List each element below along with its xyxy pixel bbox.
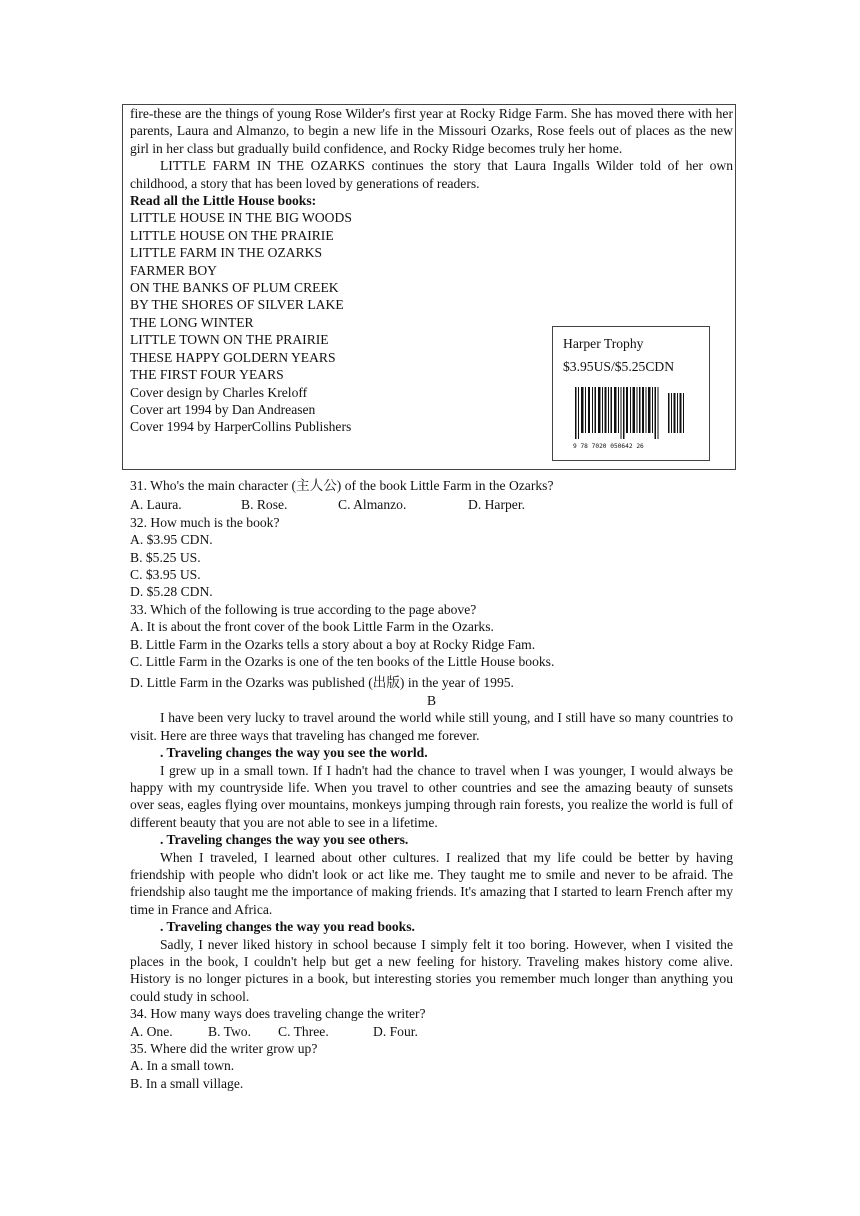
passage-b-paragraph-2: When I traveled, I learned about other cultures. I realized that my life could be better by having friendship with people who didn't look or act like me. They taught me to smile and never to be afraid. The friendship also taught me the importance of making friends. It's amazing that I started to learn French after my time in France and Africa. — [130, 849, 733, 917]
book-title: THE LONG WINTER — [130, 314, 254, 330]
option: C. Almanzo. — [338, 497, 407, 513]
read-all-heading: Read all the Little House books: — [130, 193, 317, 209]
credit-line: Cover design by Charles Kreloff — [130, 384, 308, 400]
passage-b-intro: I have been very lucky to travel around the world while still young, and I still have so many countries to visit. Here are three ways that traveling has changed me forever. — [130, 710, 733, 743]
option: A. In a small town. — [130, 1058, 235, 1074]
question-31: 31. Who's the main character (主人公) of the book Little Farm in the Ozarks? — [130, 478, 554, 493]
question-33: 33. Which of the following is true according to the page above? — [130, 601, 477, 617]
passage-b-paragraph-3: Sadly, I never liked history in school because I simply felt it too boring. However, when I visited the places in the book, I couldn't help but get a new feeling for history. Traveling makes history come alive. History is no longer pictures in a book, but interesting stories you remember much longer than anything you could study in school. — [130, 936, 733, 1004]
passage-b-heading-2: . Traveling changes the way you see others. — [160, 832, 409, 848]
question-32: 32. How much is the book? — [130, 514, 280, 530]
barcode-number: 9 78 7020 050642 26 — [573, 443, 644, 450]
question-35: 35. Where did the writer grow up? — [130, 1041, 318, 1056]
passage-b-heading-1: . Traveling changes the way you see the world. — [160, 745, 428, 761]
book-title: BY THE SHORES OF SILVER LAKE — [130, 297, 344, 313]
cover-paragraph-2: LITTLE FARM IN THE OZARKS continues the story that Laura Ingalls Wilder told of her own childhood, a story that has been loved by generations of readers. — [130, 158, 733, 191]
question-31-options — [130, 496, 733, 513]
price-box — [552, 326, 710, 461]
option: B. In a small village. — [130, 1075, 244, 1091]
option: A. One. — [130, 1023, 173, 1039]
book-title: LITTLE FARM IN THE OZARKS — [130, 245, 323, 261]
option: B. Little Farm in the Ozarks tells a story about a boy at Rocky Ridge Fam. — [130, 636, 536, 652]
option: D. Four. — [373, 1023, 418, 1039]
price-label: $3.95US/$5.25CDN — [563, 359, 675, 374]
option: A. It is about the front cover of the book Little Farm in the Ozarks. — [130, 619, 494, 635]
book-title: LITTLE HOUSE ON THE PRAIRIE — [130, 227, 334, 243]
book-title: THESE HAPPY GOLDERN YEARS — [130, 349, 336, 365]
option: D. Little Farm in the Ozarks was published (出版) in the year of 1995. — [130, 675, 514, 691]
passage-b-paragraph-1: I grew up in a small town. If I hadn't had the chance to travel when I was younger, I would always be happy with my countryside life. When you travel to other countries and see the amazing beauty of sunsets over seas, eagles flying over mountains, monkeys jumping through rain forests, you realize the world is full of different beauty that you are not able to see in a lifetime. — [130, 762, 733, 830]
credit-line: Cover 1994 by HarperCollins Publishers — [130, 419, 352, 435]
book-title: FARMER BOY — [130, 262, 217, 278]
book-title: ON THE BANKS OF PLUM CREEK — [130, 280, 339, 296]
questions-and-passage-b — [130, 477, 733, 1092]
option: A. Laura. — [130, 497, 182, 513]
question-34-options — [130, 1023, 733, 1040]
book-title: LITTLE HOUSE IN THE BIG WOODS — [130, 210, 352, 226]
publisher-label: Harper Trophy — [563, 336, 644, 351]
option: B. Rose. — [241, 497, 288, 513]
barcode-image — [571, 385, 689, 451]
book-title: LITTLE TOWN ON THE PRAIRIE — [130, 332, 329, 348]
cover-paragraph-1: fire-these are the things of young Rose Wilder's first year at Rocky Ridge Farm. She has moved there with her parents, Laura and Almanzo, to begin a new life in the Missouri Ozarks, Rose feels out of places as the new girl in her class but gradually build confidence, and Rocky Ridge becomes truly her home. — [130, 106, 733, 156]
section-b-label: B — [426, 692, 437, 708]
question-34: 34. How many ways does traveling change the writer? — [130, 1006, 426, 1022]
option: C. Three. — [278, 1023, 329, 1039]
option: B. $5.25 US. — [130, 549, 201, 565]
option: D. Harper. — [468, 497, 525, 513]
passage-b-heading-3: . Traveling changes the way you read books. — [160, 919, 415, 935]
credit-line: Cover art 1994 by Dan Andreasen — [130, 401, 316, 417]
option: A. $3.95 CDN. — [130, 532, 213, 548]
option: D. $5.28 CDN. — [130, 584, 213, 600]
book-title: THE FIRST FOUR YEARS — [130, 367, 284, 383]
option: B. Two. — [208, 1023, 251, 1039]
option: C. Little Farm in the Ozarks is one of the ten books of the Little House books. — [130, 654, 555, 670]
option: C. $3.95 US. — [130, 567, 201, 583]
